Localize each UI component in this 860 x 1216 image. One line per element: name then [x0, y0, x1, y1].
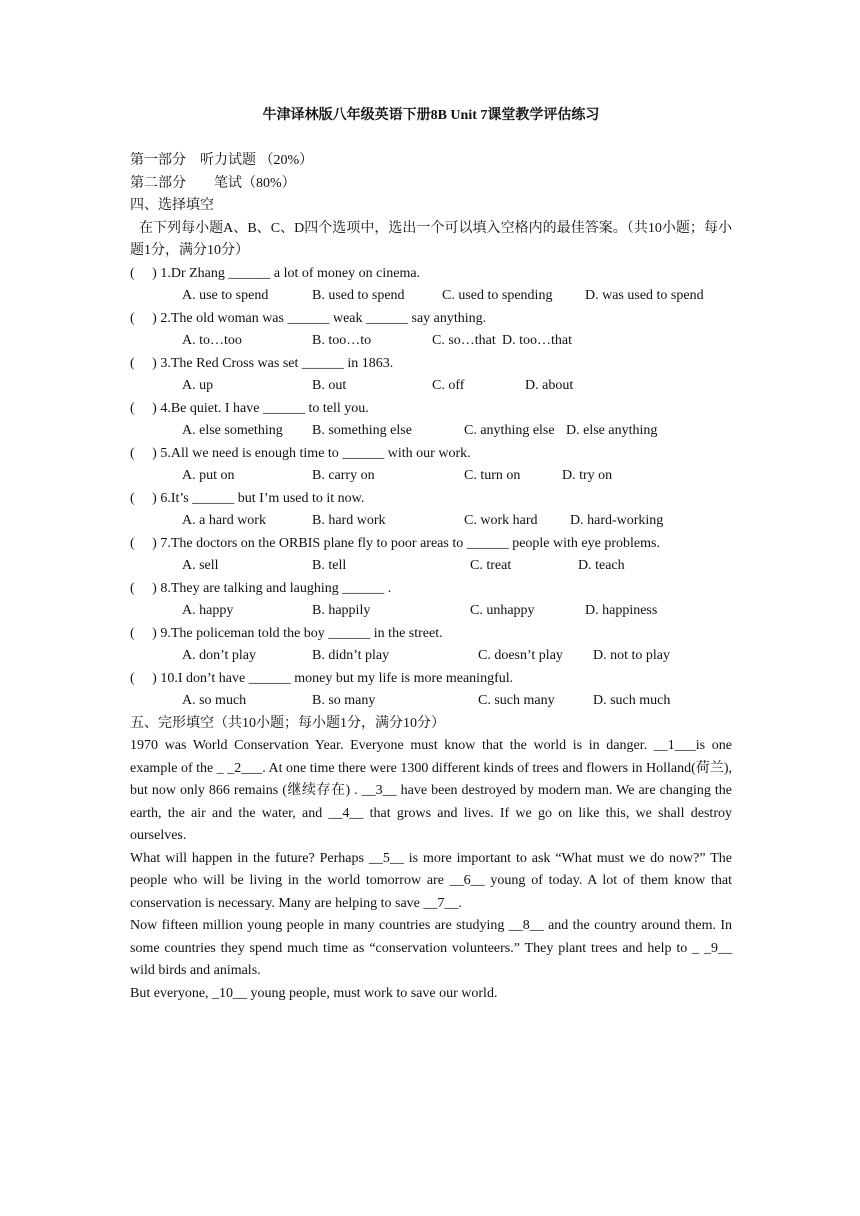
answer-option: C. turn on — [464, 468, 521, 483]
page-title: 牛津译林版八年级英语下册8B Unit 7课堂教学评估练习 — [262, 108, 600, 123]
option-row — [130, 330, 732, 353]
question-text: They are talking and laughing ______ . — [170, 580, 392, 596]
passage-paragraph: What will happen in the future? Perhaps __5__ is more important to ask “What must we do now?” The people who will be living in the world tomorrow are __6__ young of today. A lot of them know that conservation is necessary. Many are helping to save __7__. — [130, 850, 732, 911]
question-number: ( ) 10. — [130, 670, 178, 686]
question-line — [130, 488, 732, 511]
answer-option: A. use to spend — [182, 288, 269, 303]
answer-option: B. something else — [312, 423, 412, 438]
answer-option: C. such many — [478, 693, 555, 708]
answer-option: A. so much — [182, 693, 247, 708]
question-text: The policeman told the boy ______ in the street. — [170, 625, 443, 641]
question-number: ( ) 8. — [130, 580, 171, 596]
answer-option: C. treat — [470, 558, 512, 573]
question-text: It’s ______ but I’m used to it now. — [170, 490, 365, 506]
question-line — [130, 623, 732, 646]
answer-option: D. about — [525, 378, 574, 393]
answer-option: D. teach — [578, 558, 625, 573]
option-row — [130, 600, 732, 623]
answer-option: D. was used to spend — [585, 288, 704, 303]
question-line — [130, 533, 732, 556]
question-text: I don’t have ______ money but my life is more meaningful. — [177, 670, 514, 686]
part1-heading: 第一部分 听力试题 （20%） — [130, 153, 314, 168]
question-list — [130, 263, 732, 713]
option-row — [130, 465, 732, 488]
answer-option: C. anything else — [464, 423, 555, 438]
question-number: ( ) 9. — [130, 625, 171, 641]
question-text: Be quiet. I have ______ to tell you. — [170, 400, 369, 416]
answer-option: C. used to spending — [442, 288, 553, 303]
answer-option: D. else anything — [566, 423, 658, 438]
option-row — [130, 510, 732, 533]
answer-option: B. didn’t play — [312, 648, 390, 663]
answer-option: A. sell — [182, 558, 219, 573]
answer-option: A. to…too — [182, 333, 242, 348]
question-line — [130, 398, 732, 421]
section5-heading: 五、完形填空（共10小题；每小题1分，满分10分） — [130, 715, 445, 731]
option-row — [130, 555, 732, 578]
answer-option: D. try on — [562, 468, 613, 483]
question-number: ( ) 4. — [130, 400, 171, 416]
question-text: The old woman was ______ weak ______ say anything. — [170, 310, 487, 326]
answer-option: D. happiness — [585, 603, 658, 618]
passage-paragraph: Now fifteen million young people in many countries are studying __8__ and the country around them. In some countries they spend much time as “conservation volunteers.” They plant trees and help to _ _9__ wild birds and animals. — [130, 918, 732, 978]
passage-paragraph: 1970 was World Conservation Year. Everyone must know that the world is in danger. __1___is one example of the _ _2___. At one time there were 1300 different kinds of trees and flowers in Holland(荷兰), but now only 866 remains (继续存在) . __3__ have been destroyed by modern man. We are changing the earth, the air and the water, and __4__ that grows and lives. If we go on like this, we shall destroy ourselves. — [130, 738, 732, 843]
answer-option: A. a hard work — [182, 513, 266, 528]
option-row — [130, 420, 732, 443]
question-line — [130, 578, 732, 601]
question-text: The Red Cross was set ______ in 1863. — [170, 355, 394, 371]
section4-heading: 四、选择填空 — [130, 198, 214, 213]
answer-option: D. such much — [593, 693, 671, 708]
passage-paragraph: But everyone, _10__ young people, must work to save our world. — [130, 985, 498, 1001]
question-line — [130, 668, 732, 691]
question-number: ( ) 6. — [130, 490, 171, 506]
answer-option: C. work hard — [464, 513, 538, 528]
answer-option: D. hard-working — [570, 513, 664, 528]
answer-option: B. tell — [312, 558, 347, 573]
question-line — [130, 353, 732, 376]
question-number: ( ) 1. — [130, 265, 171, 281]
answer-option: C. unhappy — [470, 603, 535, 618]
option-row — [130, 285, 732, 308]
section4-instruction: 在下列每小题A、B、C、D四个选项中，选出一个可以填入空格内的最佳答案。（共10小题；每小题1分，满分10分） — [130, 220, 732, 258]
option-row — [130, 645, 732, 668]
answer-option: C. doesn’t play — [478, 648, 563, 663]
question-line — [130, 308, 732, 331]
answer-option: C. so…that — [432, 333, 496, 348]
answer-option: A. put on — [182, 468, 235, 483]
part2-heading: 第二部分 笔试（80%） — [130, 175, 296, 191]
answer-option: B. hard work — [312, 513, 386, 528]
answer-option: A. don’t play — [182, 648, 257, 663]
answer-option: A. up — [182, 378, 214, 393]
answer-option: B. so many — [312, 693, 376, 708]
answer-option: C. off — [432, 378, 465, 393]
answer-option: B. used to spend — [312, 288, 405, 303]
question-number: ( ) 7. — [130, 535, 171, 551]
question-line — [130, 263, 732, 286]
question-text: All we need is enough time to ______ with our work. — [170, 445, 471, 461]
question-text: The doctors on the ORBIS plane fly to poor areas to ______ people with eye problems. — [170, 535, 660, 551]
document-body — [130, 150, 732, 1005]
cloze-passage — [130, 735, 732, 1005]
answer-option: A. happy — [182, 603, 234, 618]
answer-option: B. happily — [312, 603, 371, 618]
question-number: ( ) 5. — [130, 445, 171, 461]
question-text: Dr Zhang ______ a lot of money on cinema. — [170, 265, 421, 281]
answer-option: D. too…that — [502, 333, 572, 348]
answer-option: B. carry on — [312, 468, 375, 483]
question-number: ( ) 2. — [130, 310, 171, 326]
answer-option: D. not to play — [593, 648, 670, 663]
answer-option: A. else something — [182, 423, 283, 438]
question-number: ( ) 3. — [130, 355, 171, 371]
answer-option: B. too…to — [312, 333, 372, 348]
option-row — [130, 690, 732, 713]
option-row — [130, 375, 732, 398]
question-line — [130, 443, 732, 466]
answer-option: B. out — [312, 378, 347, 393]
